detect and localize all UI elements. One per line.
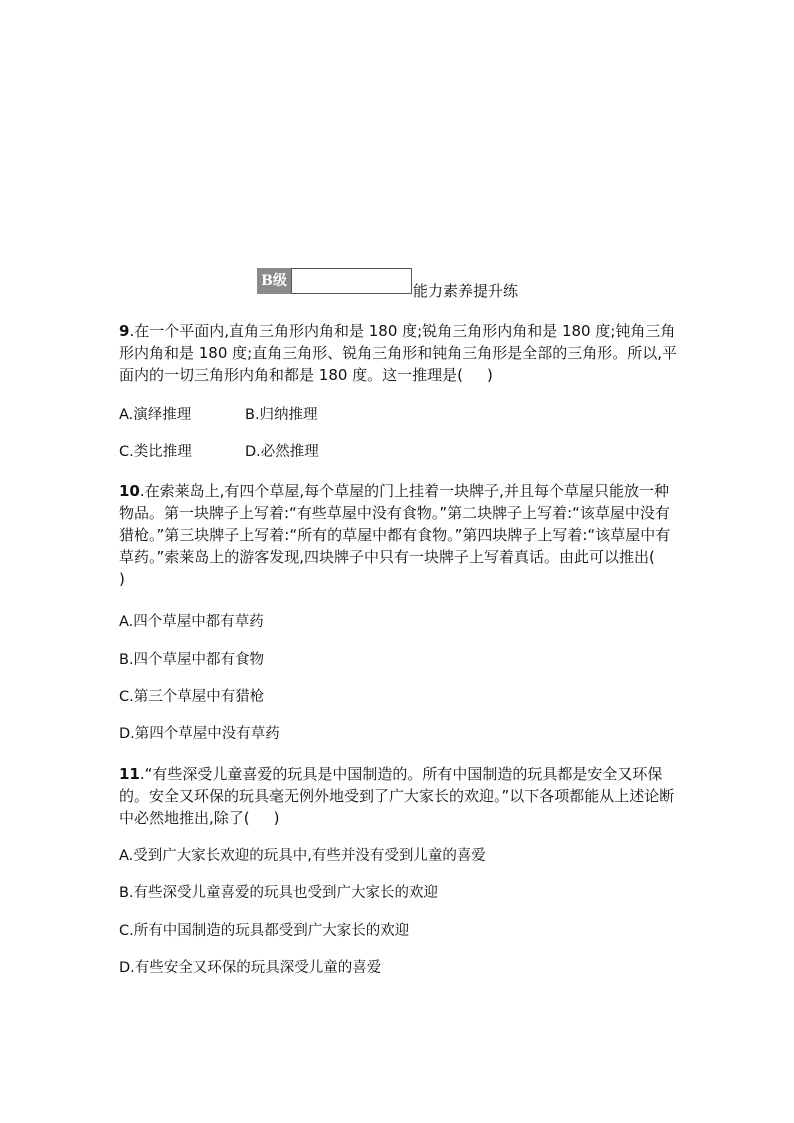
option-a[interactable]: A.四个草屋中都有草药 <box>119 614 264 630</box>
option-d[interactable]: D.必然推理 <box>245 444 319 460</box>
option-b[interactable]: B.四个草屋中都有食物 <box>119 652 265 668</box>
question-9 <box>119 320 679 386</box>
question-stem <box>119 763 679 829</box>
option-a[interactable]: A.受到广大家长欢迎的玩具中,有些并没有受到儿童的喜爱 <box>119 848 486 864</box>
question-stem <box>119 320 679 386</box>
option-c[interactable]: C.所有中国制造的玩具都受到广大家长的欢迎 <box>119 923 410 939</box>
answer-paren-close: ) <box>119 570 125 588</box>
option-d[interactable]: D.有些安全又环保的玩具深受儿童的喜爱 <box>119 960 382 976</box>
option-d[interactable]: D.第四个草屋中没有草药 <box>119 726 280 742</box>
question-text: .在一个平面内,直角三角形内角和是 180 度;锐角三角形内角和是 180 度;钝角三角形内角和是 180 度;直角三角形、锐角三角形和钝角三角形是全部的三角形。所以,平面内的一切三角形内角和都是 180 度。这一推理是( <box>119 322 677 384</box>
option-b[interactable]: B.有些深受儿童喜爱的玩具也受到广大家长的欢迎 <box>119 885 439 901</box>
question-11 <box>119 763 679 829</box>
question-number: 11 <box>119 765 140 783</box>
section-title: 能力素养提升练 <box>413 282 519 300</box>
option-b[interactable]: B.归纳推理 <box>245 407 318 423</box>
question-text: .在索莱岛上,有四个草屋,每个草屋的门上挂着一块牌子,并且每个草屋只能放一种物品。第一块牌子上写着:“有些草屋中没有食物。”第二块牌子上写着:“该草屋中没有猎枪。”第三块牌子上写着:“所有的草屋中都有食物。”第四块牌子上写着:“该草屋中有草药。”索莱岛上的游客发现,四块牌子中只有一块牌子上写着真话。由此可以推出( <box>119 482 671 566</box>
question-10 <box>119 480 679 590</box>
question-number: 9 <box>119 322 130 340</box>
level-badge: B级 <box>257 268 291 294</box>
answer-paren-close: ) <box>487 366 493 384</box>
answer-paren-close: ) <box>273 809 280 827</box>
question-text: .“有些深受儿童喜爱的玩具是中国制造的。所有中国制造的玩具都是安全又环保的。安全又环保的玩具毫无例外地受到了广大家长的欢迎。”以下各项都能从上述论断中必然地推出,除了( <box>119 765 675 827</box>
option-c[interactable]: C.类比推理 <box>119 444 192 460</box>
question-stem <box>119 480 679 590</box>
badge-label-box <box>291 268 412 294</box>
question-number: 10 <box>119 482 140 500</box>
option-c[interactable]: C.第三个草屋中有猎枪 <box>119 689 265 705</box>
option-a[interactable]: A.演绎推理 <box>119 407 192 423</box>
